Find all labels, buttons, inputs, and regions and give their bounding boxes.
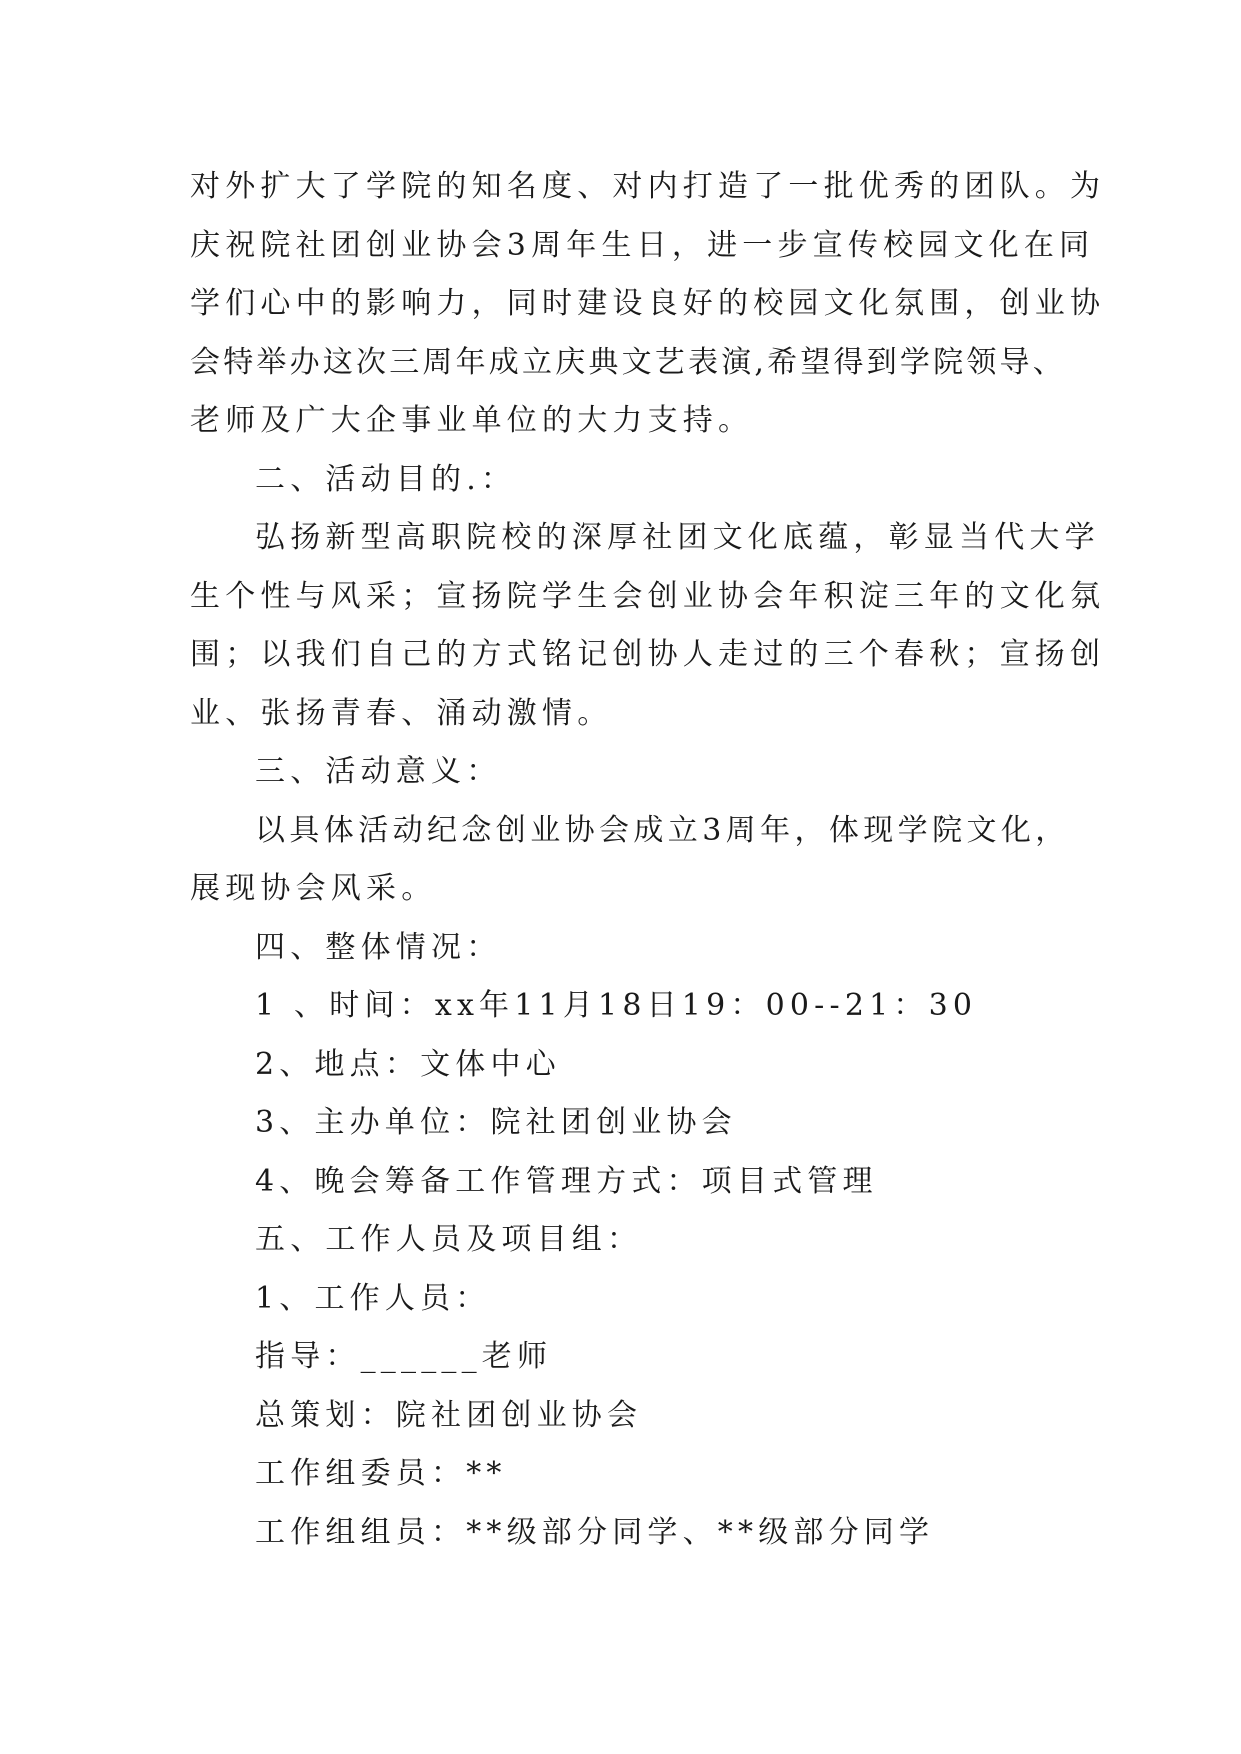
paragraph-line: 业、张扬青春、涌动激情。 xyxy=(190,695,613,731)
list-item-management: 4、晚会筹备工作管理方式：项目式管理 xyxy=(255,1163,878,1199)
staff-planner: 总策划：院社团创业协会 xyxy=(255,1397,643,1433)
paragraph-line: 庆祝院社团创业协会3周年生日，进一步宣传校园文化在同 xyxy=(190,227,1095,263)
paragraph-line: 以具体活动纪念创业协会成立3周年，体现学院文化， xyxy=(255,812,1070,848)
staff-advisor: 指导：______老师 xyxy=(255,1339,553,1374)
list-item-staff: 1、工作人员： xyxy=(255,1280,491,1316)
section-heading-purpose: 二、活动目的.： xyxy=(255,461,517,497)
list-item-organizer: 3、主办单位：院社团创业协会 xyxy=(255,1105,737,1140)
paragraph-line: 生个性与风采；宣扬院学生会创业协会年积淀三年的文化氛 xyxy=(190,578,1106,614)
section-heading-overview: 四、整体情况： xyxy=(255,929,502,965)
paragraph-line: 会特举办这次三周年成立庆典文艺表演,希望得到学院领导、 xyxy=(190,344,1066,380)
list-item-time: 1 、时间：xx年11月18日19：00--21：30 xyxy=(255,988,978,1023)
paragraph-line: 展现协会风采。 xyxy=(190,871,437,906)
staff-committee: 工作组委员：** xyxy=(255,1456,507,1491)
document-body xyxy=(190,158,1106,1562)
list-item-location: 2、地点：文体中心 xyxy=(255,1046,561,1082)
paragraph-line: 对外扩大了学院的知名度、对内打造了一批优秀的团队。为 xyxy=(190,169,1106,204)
section-heading-staff: 五、工作人员及项目组： xyxy=(255,1222,643,1257)
paragraph-line: 围；以我们自己的方式铭记创协人走过的三个春秋；宣扬创 xyxy=(190,637,1106,672)
paragraph-line: 弘扬新型高职院校的深厚社团文化底蕴，彰显当代大学 xyxy=(255,520,1100,555)
section-heading-significance: 三、活动意义： xyxy=(255,754,502,789)
staff-members: 工作组组员：**级部分同学、**级部分同学 xyxy=(255,1514,935,1550)
paragraph-line: 学们心中的影响力，同时建设良好的校园文化氛围，创业协 xyxy=(190,286,1106,321)
paragraph-line: 老师及广大企事业单位的大力支持。 xyxy=(190,403,754,438)
